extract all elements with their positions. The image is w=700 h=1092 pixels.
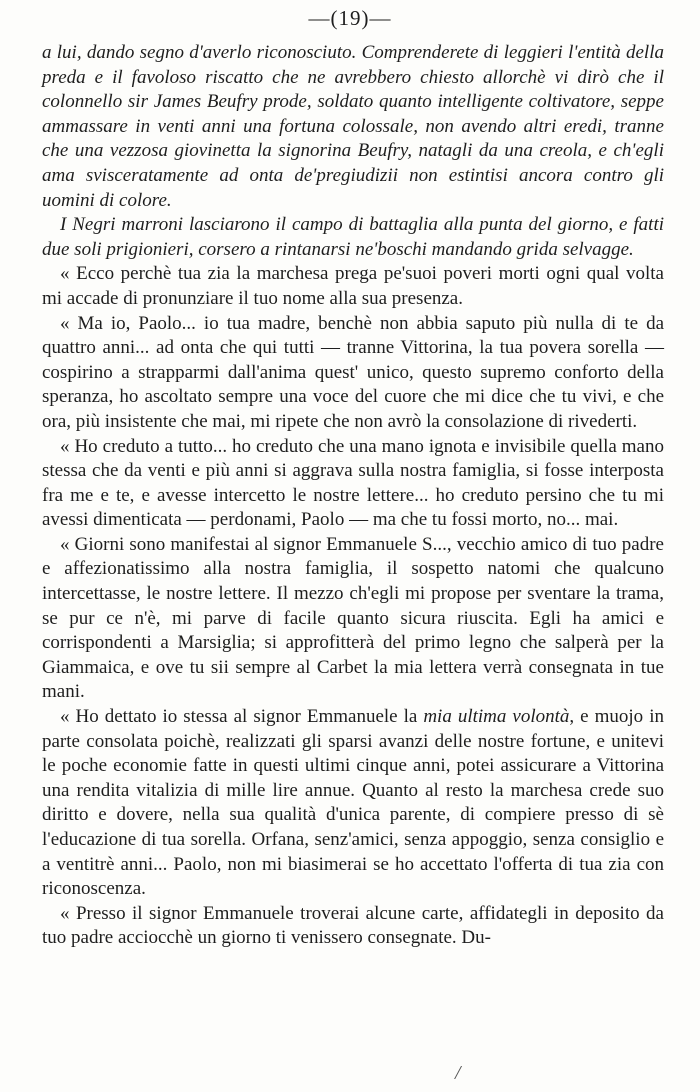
paragraph-8: « Presso il signor Emmanuele troverai alcune carte, affidategli in deposito da tuo padre acciocchè un giorno ti venissero consegnate. Du- bbox=[42, 902, 664, 949]
paragraph-6: « Giorni sono manifestai al signor Emmanuele S..., vecchio amico di tuo padre e affezionatissimo alla nostra famiglia, il sospetto natomi che qualcuno intercettasse, le nostre lettere. Il mezzo ch'egli mi propose per sventare la trama, se pur ce n'è, mi parve di facile quanto sicura riuscita. Egli ha amici e corrispondenti a Marsiglia; si approfitterà del primo legno che salperà per la Giammaica, e ove tu sii sempre al Carbet la mia lettera verrà consegnata in tue mani. bbox=[42, 533, 664, 703]
paragraph-1: a lui, dando segno d'averlo riconosciuto. Comprenderete di leggieri l'entità della preda e il favoloso riscatto che ne avrebbero chiesto allorchè vi dirò che il colonnello sir James Beufry prode, soldato quanto intelligente coltivatore, seppe ammassare in venti anni una fortuna colossale, non avendo altri eredi, tranne che una vezzosa giovinetta la signorina Beufry, natagli da una creola, e ch'egli ama svisceratamente ad onta de'pregiudizii non estintisi ancora contro gli uomini di colore. bbox=[42, 42, 664, 211]
paragraph-4: « Ma io, Paolo... io tua madre, benchè non abbia saputo più nulla di te da quattro anni... ad onta che qui tutti — tranne Vittorina, la tua povera sorella — cospirino a strapparmi dall'anima quest' unico, questo supremo conforto della speranza, ho ascoltato sempre una voce del cuore che mi dice che tu vivi, e che ora, più insistente che mai, mi ripete che non avrò la consolazione di rivederti. bbox=[42, 312, 664, 432]
emphasis-phrase: mia ultima volontà bbox=[423, 706, 570, 728]
paragraph-3: « Ecco perchè tua zia la marchesa prega pe'suoi poveri morti ogni qual volta mi accade di pronunziare il tuo nome alla sua presenza. bbox=[42, 263, 664, 309]
paragraph-7: « Ho dettato io stessa al signor Emmanuele la mia ultima volontà, e muojo in parte consolata poichè, realizzati gli sparsi avanzi delle nostre fortune, e unitevi le poche economie fatte in questi ultimi cinque anni, potei assicurare a Vittorina una rendita vitalizia di mille lire annue. Quanto al resto la marchesa crede suo diritto e dovere, nella sua qualità d'unica parente, di compiere presso di sè l'educazione di tua sorella. Orfana, senz'amici, senza appoggio, senza consiglio e a ventitrè anni... Paolo, non mi biasimerai se ho accettato l'offerta di tua zia con riconoscenza. bbox=[42, 706, 664, 900]
paragraph-2: I Negri marroni lasciarono il campo di battaglia alla punta del giorno, e fatti due soli prigionieri, corsero a rintanarsi ne'boschi mandando grida selvagge. bbox=[42, 214, 664, 260]
paragraph-5: « Ho creduto a tutto... ho creduto che una mano ignota e invisibile quella mano stessa che da venti e più anni si aggrava sulla nostra famiglia, si fosse interposta fra me e te, e avesse intercetto le nostre lettere... ho creduto persino che tu mi avessi dimenticata — perdonami, Paolo — ma che tu fossi morto, no... mai. bbox=[42, 435, 664, 531]
page-number: —(19)— bbox=[308, 6, 392, 30]
ink-mark: / bbox=[455, 1062, 461, 1084]
body-text bbox=[42, 41, 664, 951]
